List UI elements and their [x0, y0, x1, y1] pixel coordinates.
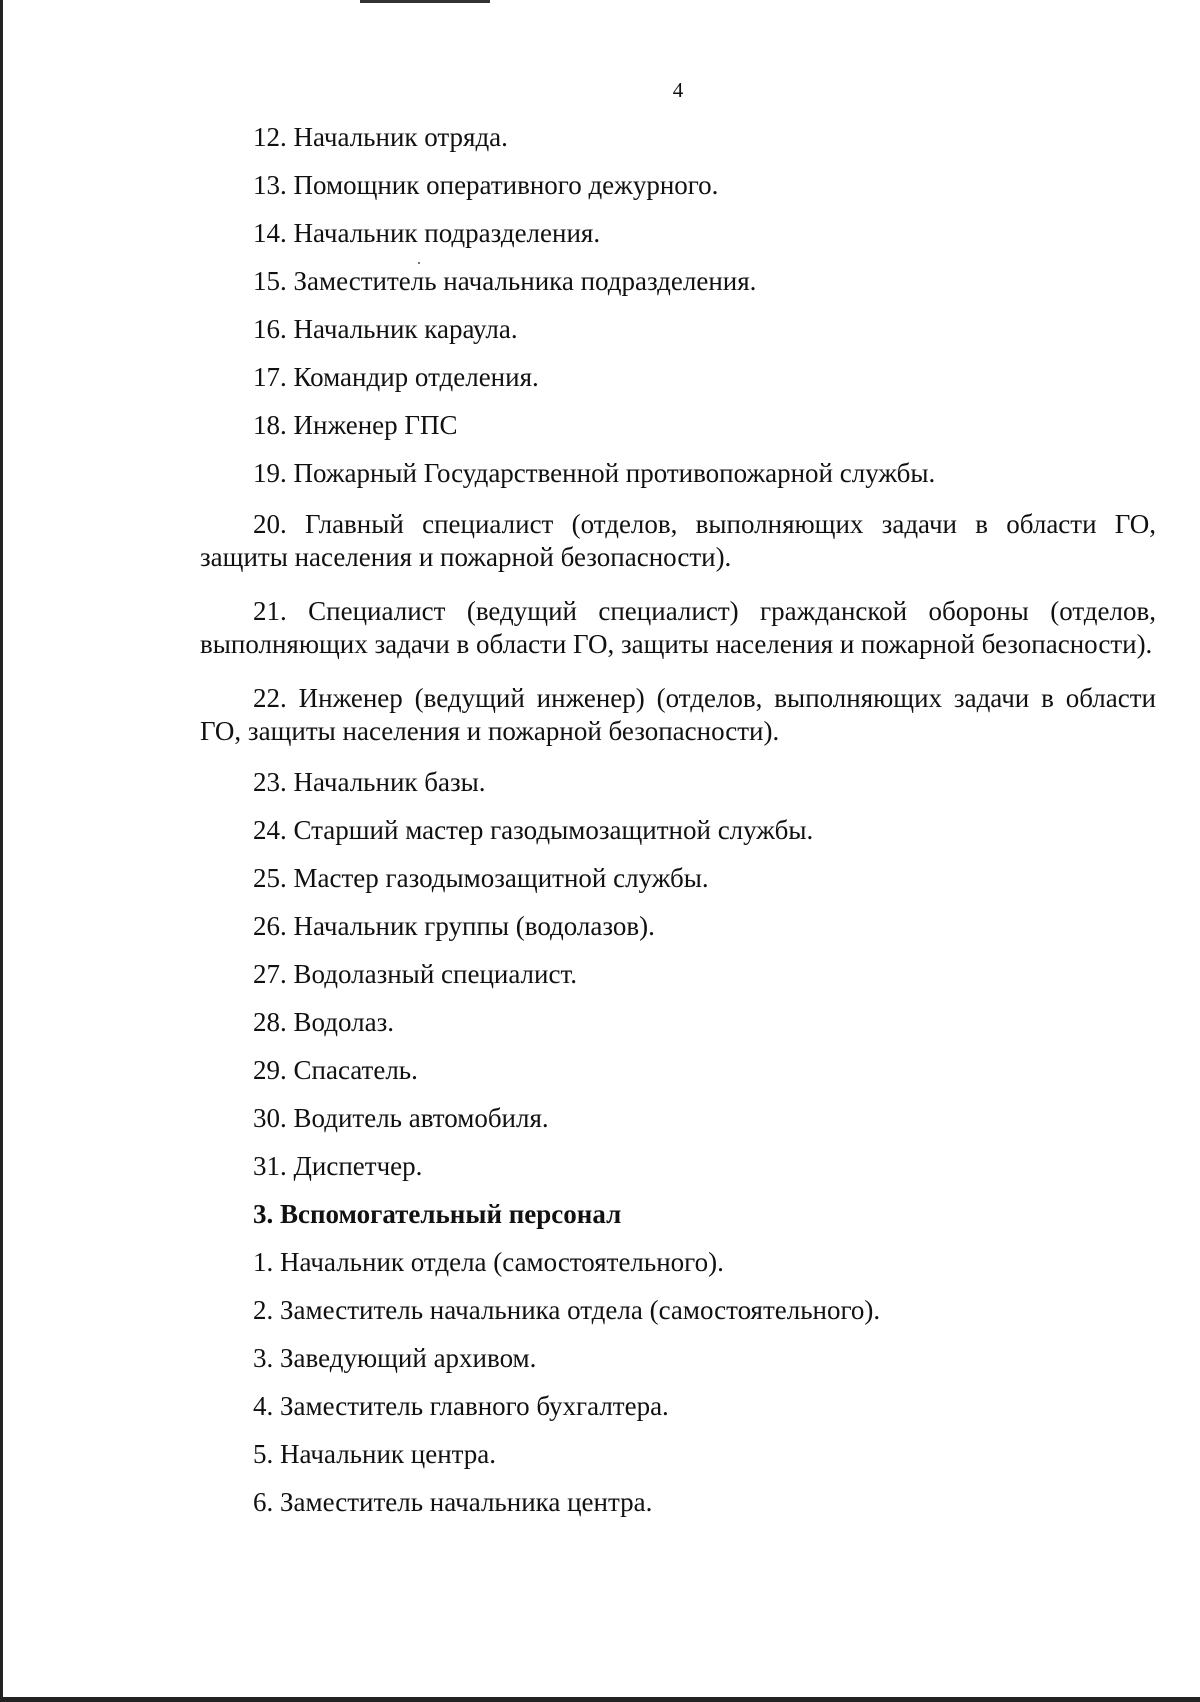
list-item: 16. Начальник караула. [253, 314, 518, 344]
list-item: 3. Заведующий архивом. [253, 1343, 537, 1373]
list-item: 17. Командир отделения. [253, 362, 539, 392]
list-item: 22. Инженер (ведущий инженер) (отделов, выполняющих задачи в области ГО, защиты населения и пожарной безопасности). [200, 683, 1156, 746]
list-item: 1. Начальник отдела (самостоятельного). [253, 1247, 724, 1277]
list-item: 30. Водитель автомобиля. [253, 1103, 549, 1133]
list-item: 14. Начальник подразделения. [253, 218, 601, 248]
page-number: 4 [672, 78, 684, 102]
list-item: 15. Заместитель начальника подразделения. [253, 266, 757, 296]
scan-top-mark [360, 0, 490, 3]
list-item: 5. Начальник центра. [253, 1439, 496, 1469]
list-item: 20. Главный специалист (отделов, выполняющих задачи в области ГО, защиты населения и пожарной безопасности). [200, 509, 1156, 572]
list-item: 26. Начальник группы (водолазов). [253, 911, 655, 941]
list-item: 31. Диспетчер. [253, 1151, 423, 1181]
list-item: 18. Инженер ГПС [253, 410, 458, 440]
list-item: 25. Мастер газодымозащитной службы. [253, 863, 709, 893]
list-item: 21. Специалист (ведущий специалист) гражданской обороны (отделов, выполняющих задачи в области ГО, защиты населения и пожарной безопасности). [200, 596, 1156, 659]
list-item: 29. Спасатель. [253, 1055, 418, 1085]
document-body [200, 124, 1156, 1537]
scan-bottom-edge [0, 1697, 1200, 1702]
list-item: 4. Заместитель главного бухгалтера. [253, 1391, 669, 1421]
list-item: 12. Начальник отряда. [253, 122, 508, 152]
list-item: 13. Помощник оперативного дежурного. [253, 170, 719, 200]
list-item: 6. Заместитель начальника центра. [253, 1487, 653, 1517]
list-item: 28. Водолаз. [253, 1007, 394, 1037]
section-heading: 3. Вспомогательный персонал [253, 1199, 622, 1229]
scan-left-edge [0, 0, 3, 1702]
list-item: 2. Заместитель начальника отдела (самостоятельного). [253, 1295, 881, 1325]
list-item: 23. Начальник базы. [253, 767, 486, 797]
list-item: 24. Старший мастер газодымозащитной службы. [253, 815, 814, 845]
list-item: 19. Пожарный Государственной противопожарной службы. [253, 458, 936, 488]
list-item: 27. Водолазный специалист. [253, 959, 577, 989]
